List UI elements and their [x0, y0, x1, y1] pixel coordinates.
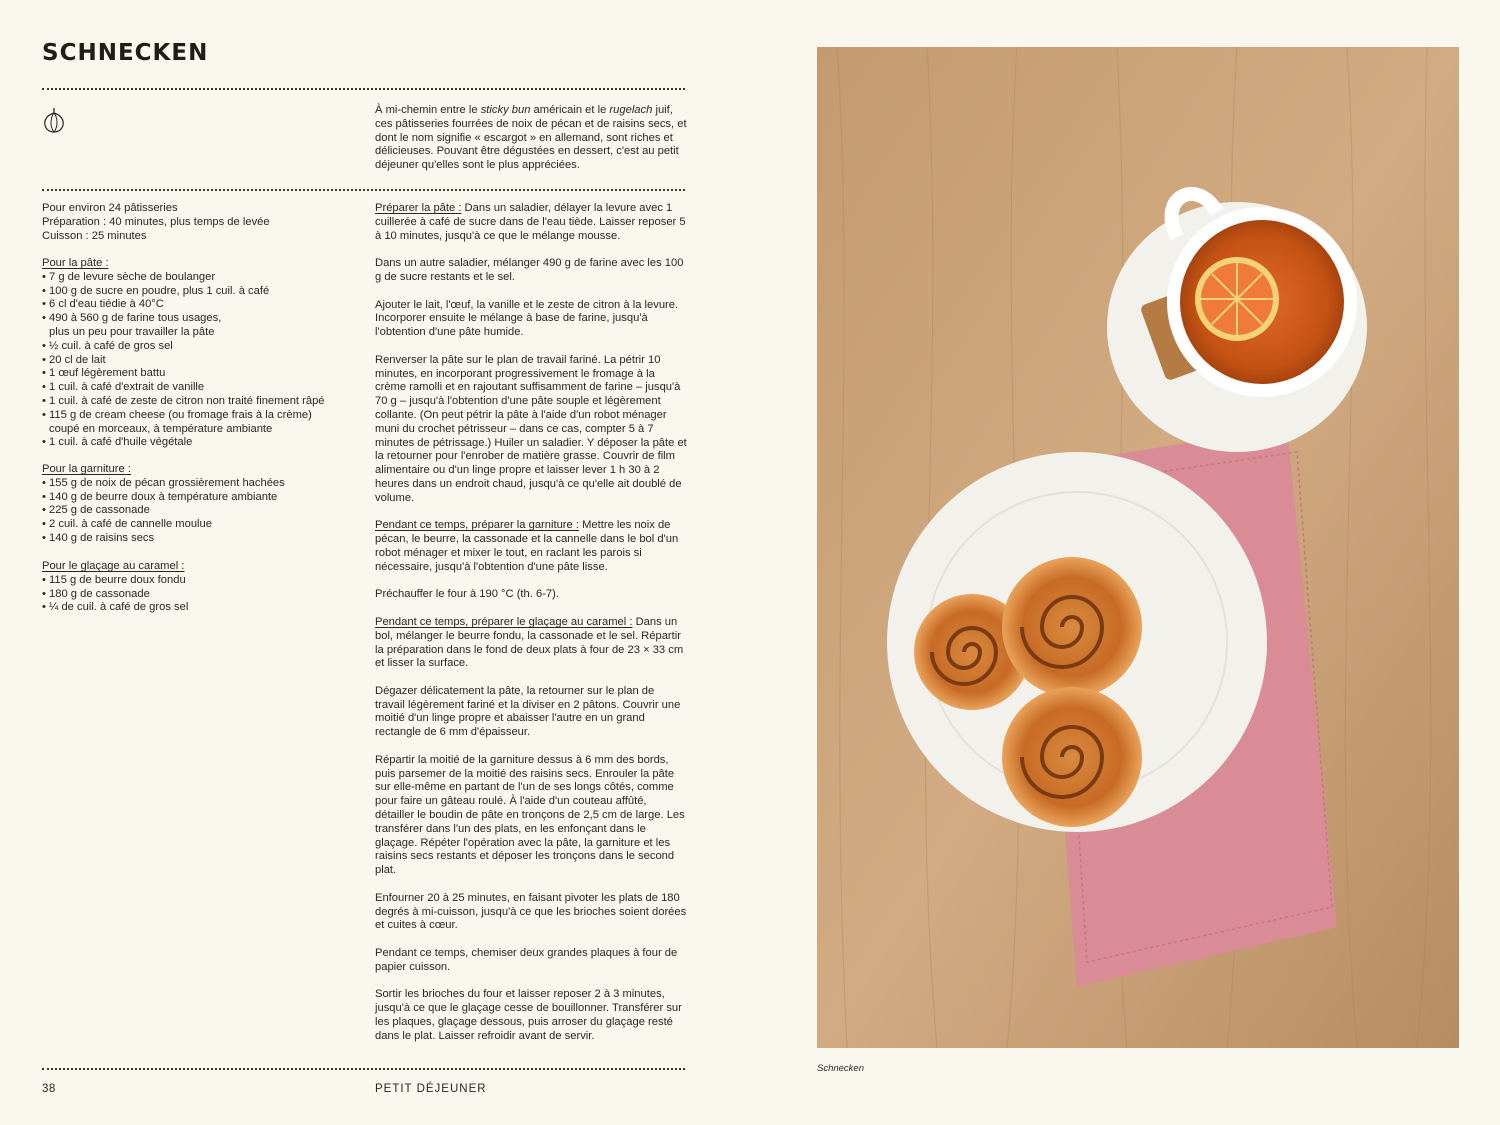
- ingredient-item: [42, 312, 362, 340]
- dotted-divider-middle: [42, 189, 685, 191]
- method-steps: [375, 202, 687, 1057]
- method-step-heading: Préparer la pâte :: [375, 202, 462, 214]
- recipe-title: SCHNECKEN: [42, 40, 209, 66]
- ingredient-group-heading: Pour la garniture :: [42, 463, 131, 475]
- method-step-text: Sortir les brioches du four et laisser reposer 2 à 3 minutes, jusqu'à ce que le glaçage cesse de bouillonner. Transférer sur les plaques, glaçage dessous, puis arroser du glaçage resté dans le plat. Laisser refroidir avant de servir.: [375, 988, 682, 1042]
- method-step-text: Enfourner 20 à 25 minutes, en faisant pivoter les plats de 180 degrés à mi-cuisson, jusqu'à ce que les brioches soient dorées et cuites à cœur.: [375, 891, 687, 932]
- ingredient-item: [42, 504, 362, 518]
- method-step: [375, 892, 687, 933]
- method-step-text: Pendant ce temps, chemiser deux grandes plaques à four de papier cuisson.: [375, 947, 678, 973]
- ingredient-line: • 6 cl d'eau tiédie à 40°C: [42, 298, 164, 311]
- intro-run: sticky bun: [480, 104, 531, 116]
- ingredient-item: [42, 340, 362, 354]
- ingredient-line: • 140 g de beurre doux à température ambiante: [42, 490, 278, 503]
- intro-run: américain et le: [530, 104, 610, 116]
- method-step: [375, 202, 687, 243]
- vegetarian-onion-icon: [42, 107, 66, 133]
- method-step-heading: Pendant ce temps, préparer la garniture :: [375, 519, 579, 532]
- photo-caption: Schnecken: [817, 1063, 865, 1074]
- method-step: [375, 299, 687, 340]
- method-step: [375, 257, 687, 285]
- ingredient-line: • 140 g de raisins secs: [42, 531, 155, 544]
- ingredient-line: • 490 à 560 g de farine tous usages,: [42, 312, 222, 325]
- ingredient-line: • 100 g de sucre en poudre, plus 1 cuil. à café: [42, 284, 270, 297]
- method-step: [375, 616, 687, 671]
- ingredient-line: • 1 cuil. à café d'extrait de vanille: [42, 381, 205, 394]
- servings-text: Pour environ 24 pâtisseries: [42, 202, 178, 214]
- ingredient-group: [42, 257, 362, 450]
- method-step: [375, 754, 687, 878]
- intro-run: juif, ces pâtisseries fourrées de noix de pécan et de raisins secs, et dont le nom signifie « escargot » en allemand, sont riches et délicieuses. Pouvant être dégustées en dessert, c'est au petit déjeuner qu'elles sont le plus appréciées.: [375, 104, 687, 172]
- method-step-text: Mettre les noix de pécan, le beurre, la cassonade et la cannelle dans le bol d'un robot ménager et mixer le tout, en raclant les parois si nécessaire, jusqu'à l'obtention d'une pâte lisse.: [375, 519, 679, 573]
- ingredient-line: • 1 cuil. à café de zeste de citron non traité finement râpé: [42, 394, 325, 407]
- ingredient-item: [42, 436, 362, 450]
- method-step-text: Dégazer délicatement la pâte, la retourner sur le plan de travail légèrement fariné et la diviser en 2 pâtons. Couvrir une moitié d'un linge propre et abaisser l'autre en un grand rectangle de 6 mm d'épaisseur.: [375, 684, 681, 739]
- ingredient-line: coupé en morceaux, à température ambiante: [49, 422, 273, 435]
- ingredient-item: [42, 395, 362, 409]
- ingredient-item: [42, 588, 362, 602]
- method-step: [375, 588, 687, 602]
- method-step: [375, 519, 687, 574]
- method-step-text: Préchauffer le four à 190 °C (th. 6-7).: [375, 588, 559, 601]
- ingredient-item: [42, 285, 362, 299]
- ingredient-item: [42, 298, 362, 312]
- page-number: 38: [42, 1083, 56, 1095]
- ingredient-line: • ½ cuil. à café de gros sel: [42, 339, 173, 352]
- ingredient-item: [42, 574, 362, 588]
- ingredient-line: plus un peu pour travailler la pâte: [49, 325, 215, 338]
- ingredient-item: [42, 381, 362, 395]
- ingredient-line: • 2 cuil. à café de cannelle moulue: [42, 518, 212, 531]
- preparation-time: Préparation : 40 minutes, plus temps de levée: [42, 215, 270, 228]
- ingredient-item: [42, 271, 362, 285]
- ingredient-item: [42, 532, 362, 546]
- ingredient-line: • 7 g de levure sèche de boulanger: [42, 270, 216, 283]
- dotted-divider-bottom: [42, 1068, 685, 1070]
- ingredient-item: [42, 477, 362, 491]
- method-step-text: Dans un autre saladier, mélanger 490 g de farine avec les 100 g de sucre restants et le sel.: [375, 257, 684, 283]
- ingredient-item: [42, 367, 362, 381]
- ingredient-line: • 225 g de cassonade: [42, 504, 150, 517]
- method-step-text: Ajouter le lait, l'œuf, la vanille et le zeste de citron à la levure. Incorporer ensuite le mélange à base de farine, jusqu'à l'obtention d'une pâte humide.: [375, 298, 679, 339]
- ingredient-group: [42, 560, 362, 615]
- recipe-photo: [817, 47, 1459, 1048]
- method-step-text: Dans un bol, mélanger le beurre fondu, la cassonade et le sel. Répartir la préparation dans le fond de deux plats à four de 23 × 33 cm et lisser la surface.: [375, 615, 684, 670]
- recipe-meta: [42, 202, 362, 243]
- ingredient-line: • 115 g de beurre doux fondu: [42, 573, 186, 586]
- ingredient-group: [42, 463, 362, 546]
- ingredient-group-heading: Pour le glaçage au caramel :: [42, 560, 185, 572]
- ingredient-line: • 155 g de noix de pécan grossièrement hachées: [42, 476, 285, 489]
- ingredient-line: • 115 g de cream cheese (ou fromage frais à la crème): [42, 408, 312, 421]
- ingredient-item: [42, 601, 362, 615]
- ingredient-item: [42, 491, 362, 505]
- method-step: [375, 354, 687, 506]
- method-step-text: Dans un saladier, délayer la levure avec 1 cuillerée à café de sucre dans de l'eau tiède. Laisser reposer 5 à 10 minutes, jusqu'à ce que le mélange mousse.: [375, 202, 686, 242]
- dotted-divider-top: [42, 88, 685, 90]
- ingredient-group-heading: Pour la pâte :: [42, 257, 109, 269]
- method-step: [375, 988, 687, 1043]
- method-step-text: Répartir la moitié de la garniture dessus à 6 mm des bords, puis parsemer de la moitié des raisins secs. Enrouler la pâte sur elle-même en partant de l'un de ses longs côtés, comme pour faire un gâteau roulé. À l'aide d'un couteau affûté, détailler le boudin de pâte en tronçons de 2,5 cm de large. Les transférer dans l'un des plats, en les enfonçant dans le glaçage. Répéter l'opération avec la pâte, la garniture et les raisins secs restants et déposer les tronçons dans le second plat.: [375, 753, 685, 877]
- recipe-intro: [375, 104, 687, 173]
- ingredient-line: • 1 cuil. à café d'huile végétale: [42, 436, 193, 449]
- ingredient-item: [42, 518, 362, 532]
- ingredient-line: • 20 cl de lait: [42, 353, 106, 366]
- ingredient-item: [42, 354, 362, 368]
- ingredient-item: [42, 409, 362, 437]
- intro-run: À mi-chemin entre le: [375, 104, 481, 116]
- method-step: [375, 685, 687, 740]
- method-step-heading: Pendant ce temps, préparer le glaçage au caramel :: [375, 615, 633, 628]
- method-step: [375, 947, 687, 975]
- section-name: PETIT DÉJEUNER: [375, 1083, 487, 1095]
- ingredient-line: • 180 g de cassonade: [42, 587, 150, 600]
- intro-run: rugelach: [609, 104, 653, 116]
- ingredient-line: • ¼ de cuil. à café de gros sel: [42, 601, 189, 614]
- ingredient-line: • 1 œuf légèrement battu: [42, 367, 166, 380]
- cooking-time: Cuisson : 25 minutes: [42, 229, 147, 242]
- method-step-text: Renverser la pâte sur le plan de travail fariné. La pétrir 10 minutes, en incorporant progressivement le fromage à la crème ramolli et en rajoutant suffisamment de farine – jusqu'à 70 g – jusqu'à l'obtention d'une pâte souple et légèrement collante. (On peut pétrir la pâte à l'aide d'un robot ménager muni du crochet pétrisseur – dans ce cas, compter 5 à 7 minutes de pétrissage.) Huiler un saladier. Y déposer la pâte et la retourner pour l'enrober de matière grasse. Couvrir de film alimentaire ou d'un linge propre et laisser lever 1 h 30 à 2 heures dans un endroit chaud, jusqu'à ce qu'elle ait doublé de volume.: [375, 353, 687, 504]
